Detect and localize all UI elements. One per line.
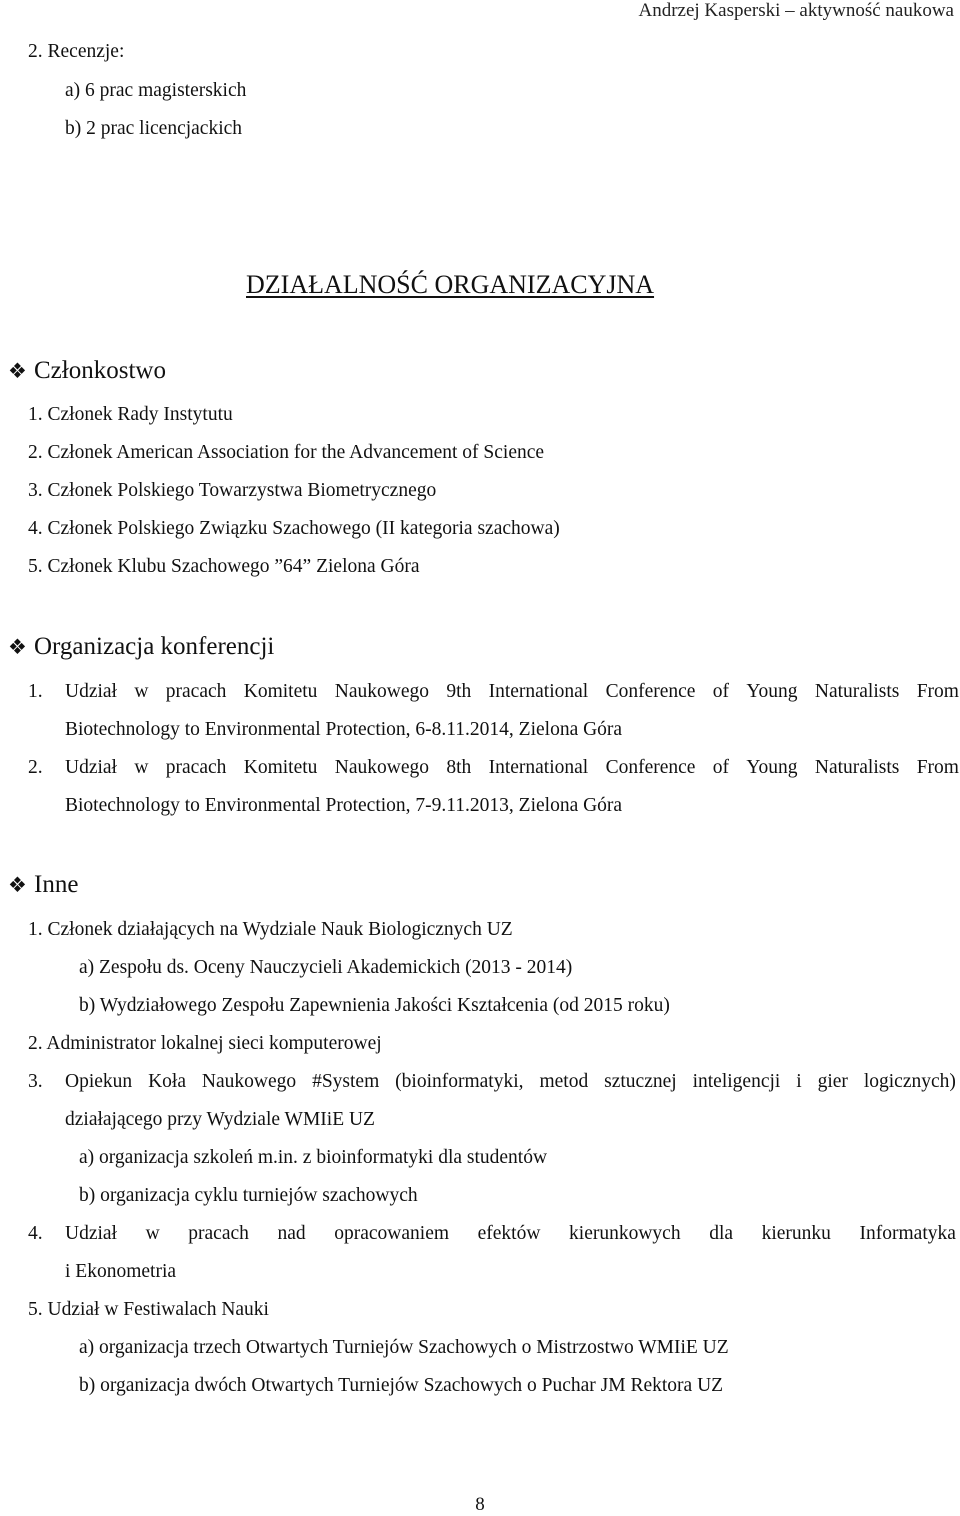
word: gier	[817, 1071, 848, 1092]
word: pracach	[188, 1223, 249, 1244]
word: kierunku	[761, 1223, 831, 1244]
conferences-heading-label: Organizacja konferencji	[34, 633, 275, 660]
section-title: DZIAŁALNOŚĆ ORGANIZACYJNA	[246, 270, 655, 299]
reviews-item: b) 2 prac licencjackich	[65, 118, 243, 139]
other-subitem: b) organizacja cyklu turniejów szachowych	[79, 1185, 418, 1206]
membership-item: 3. Członek Polskiego Towarzystwa Biometrycznego	[28, 480, 437, 501]
other-subitem: b) Wydziałowego Zespołu Zapewnienia Jakości Kształcenia (od 2015 roku)	[79, 995, 670, 1016]
word: i	[796, 1071, 802, 1092]
other-item-number: 4.	[28, 1223, 43, 1244]
word: opracowaniem	[334, 1223, 450, 1244]
membership-heading-label: Członkostwo	[34, 357, 166, 384]
other-item-continuation: i Ekonometria	[65, 1261, 177, 1282]
conference-item-number: 2.	[28, 757, 43, 778]
word: Opiekun	[65, 1071, 133, 1092]
other-item: 5. Udział w Festiwalach Nauki	[28, 1299, 269, 1320]
other-subitem: b) organizacja dwóch Otwartych Turniejów Szachowych o Puchar JM Rektora UZ	[79, 1375, 724, 1396]
word: 9th	[446, 681, 472, 702]
word: From	[916, 757, 959, 778]
word: logicznych)	[863, 1071, 956, 1092]
conference-item-line	[65, 680, 959, 704]
other-item: 2. Administrator lokalnej sieci komputerowej	[28, 1033, 382, 1054]
word: Naukowego	[334, 757, 429, 778]
word: From	[916, 681, 959, 702]
other-subitem: a) organizacja szkoleń m.in. z bioinformatyki dla studentów	[79, 1147, 548, 1168]
membership-item: 1. Członek Rady Instytutu	[28, 404, 233, 425]
other-heading	[8, 871, 78, 899]
running-header: Andrzej Kasperski – aktywność naukowa	[638, 0, 954, 21]
word: Koła	[148, 1071, 186, 1092]
other-heading-label: Inne	[34, 871, 79, 898]
word: Conference	[605, 681, 696, 702]
other-subitem: a) organizacja trzech Otwartych Turniejów Szachowych o Mistrzostwo WMIiE UZ	[79, 1337, 729, 1358]
word: w	[134, 757, 149, 778]
other-item-line	[65, 1070, 956, 1094]
diamond-bullet-icon: ❖	[8, 635, 27, 659]
diamond-bullet-icon: ❖	[8, 359, 27, 383]
word: sztucznej	[604, 1071, 677, 1092]
word: Naukowego	[334, 681, 429, 702]
word: w	[134, 681, 149, 702]
word: (bioinformatyki,	[395, 1071, 524, 1092]
word: w	[145, 1223, 160, 1244]
membership-item: 5. Członek Klubu Szachowego ”64” Zielona Góra	[28, 556, 420, 577]
other-item-number: 3.	[28, 1071, 43, 1092]
conference-item-number: 1.	[28, 681, 43, 702]
word: #System	[312, 1071, 380, 1092]
word: International	[488, 757, 589, 778]
word: pracach	[165, 681, 227, 702]
word: Udział	[65, 757, 117, 778]
membership-item: 4. Członek Polskiego Związku Szachowego (II kategoria szachowa)	[28, 518, 560, 539]
word: Young	[746, 681, 798, 702]
membership-item: 2. Członek American Association for the Advancement of Science	[28, 442, 545, 463]
word: of	[712, 681, 730, 702]
reviews-item: a) 6 prac magisterskich	[65, 80, 247, 101]
word: Komitetu	[243, 681, 318, 702]
word: dla	[709, 1223, 734, 1244]
word: inteligencji	[692, 1071, 781, 1092]
conferences-heading	[8, 633, 274, 661]
word: Informatyka	[859, 1223, 956, 1244]
word: Naturalists	[814, 681, 900, 702]
conference-item-continuation: Biotechnology to Environmental Protection, 6-8.11.2014, Zielona Góra	[65, 719, 623, 740]
word: International	[488, 681, 589, 702]
word: efektów	[477, 1223, 541, 1244]
word: Young	[746, 757, 798, 778]
other-subitem: a) Zespołu ds. Oceny Nauczycieli Akademickich (2013 - 2014)	[79, 957, 573, 978]
page-number: 8	[475, 1494, 485, 1515]
reviews-heading: 2. Recenzje:	[28, 41, 125, 62]
word: Naturalists	[814, 757, 900, 778]
word: nad	[277, 1223, 306, 1244]
other-item-continuation: działającego przy Wydziale WMIiE UZ	[65, 1109, 375, 1130]
word: kierunkowych	[569, 1223, 681, 1244]
word: Naukowego	[201, 1071, 297, 1092]
other-item: 1. Członek działających na Wydziale Nauk Biologicznych UZ	[28, 919, 513, 940]
word: pracach	[165, 757, 227, 778]
word: Komitetu	[243, 757, 318, 778]
word: Udział	[65, 1223, 117, 1244]
conference-item-line	[65, 756, 959, 780]
other-item-line	[65, 1222, 956, 1246]
word: Conference	[605, 757, 696, 778]
conference-item-continuation: Biotechnology to Environmental Protection, 7-9.11.2013, Zielona Góra	[65, 795, 623, 816]
membership-heading	[8, 357, 166, 385]
word: 8th	[446, 757, 472, 778]
word: metod	[539, 1071, 589, 1092]
diamond-bullet-icon: ❖	[8, 873, 27, 897]
word: Udział	[65, 681, 117, 702]
word: of	[712, 757, 730, 778]
